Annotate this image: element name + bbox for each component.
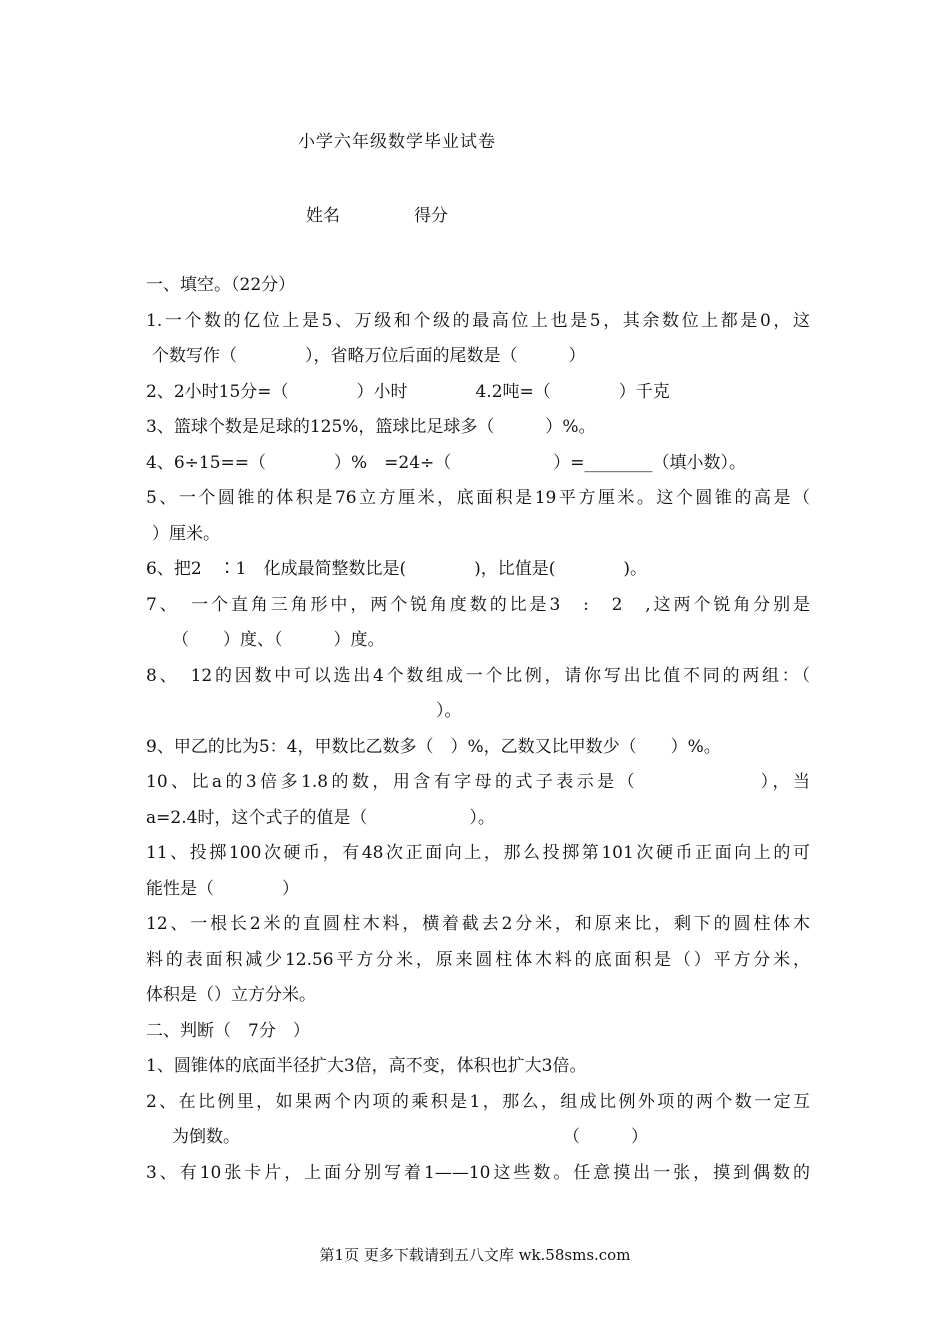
- section-heading-fill-blank: 一、填空。（22分）: [146, 275, 296, 295]
- question-line: 12、一根长2米的直圆柱木料，横着截去2分米，和原来比，剩下的圆柱体木: [146, 914, 810, 934]
- section-heading-true-false: 二、判断（ 7分 ）: [146, 1020, 310, 1041]
- page-title: 小学六年级数学毕业试卷: [298, 132, 496, 152]
- exam-content: [146, 268, 810, 1191]
- question-line: 3、有10张卡片，上面分别写着1——10这些数。任意摸出一张，摸到偶数的: [146, 1162, 810, 1183]
- question-line: 1.一个数的亿位上是5、万级和个级的最高位上也是5，其余数位上都是0，这: [146, 310, 810, 331]
- question-line: 9、甲乙的比为5：4，甲数比乙数多（ ）%，乙数又比甲数少（ ）%。: [146, 736, 721, 757]
- question-line: 2、2小时15分=（ ）小时 4.2吨=（ ）千克: [146, 381, 670, 402]
- question-line: 能性是（ ）: [146, 878, 299, 899]
- question-line: 1、圆锥体的底面半径扩大3倍，高不变，体积也扩大3倍。: [146, 1056, 587, 1076]
- question-line: 3、篮球个数是足球的125%，篮球比足球多（ ）%。: [146, 417, 596, 437]
- question-line: 个数写作（ ），省略万位后面的尾数是（ ）: [152, 346, 586, 366]
- question-line: 5、一个圆锥的体积是76立方厘米，底面积是19平方厘米。这个圆锥的高是（: [146, 488, 810, 508]
- score-label: 得分: [414, 206, 448, 226]
- question-line: a=2.4时，这个式子的值是（ ）。: [146, 807, 495, 828]
- name-label: 姓名: [306, 206, 340, 226]
- question-line: 10、比a的3倍多1.8的数，用含有字母的式子表示是（ ），当: [146, 772, 810, 792]
- page-footer: 第1页 更多下载请到五八文库 wk.58sms.com: [319, 1246, 631, 1264]
- question-line: 6、把2 ∶1 化成最简整数比是( )，比值是( )。: [146, 559, 647, 579]
- question-line: ）。: [436, 701, 462, 721]
- question-line: 8、 12的因数中可以选出4个数组成一个比例，请你写出比值不同的两组：（: [146, 665, 810, 686]
- question-line: （ ）度、（ ）度。: [172, 630, 385, 650]
- question-line: 2、在比例里，如果两个内项的乘积是1，那么，组成比例外项的两个数一定互: [146, 1091, 810, 1112]
- question-line: 为倒数。 （ ）: [172, 1127, 648, 1147]
- question-line: 体积是（）立方分米。: [146, 985, 316, 1005]
- question-line: 4、6÷15==（ ）% =24÷（ ）=________（填小数）。: [146, 452, 747, 473]
- question-line: ）厘米。: [152, 523, 220, 544]
- question-line: 11、投掷100次硬币，有48次正面向上，那么投掷第101次硬币正面向上的可: [146, 843, 810, 863]
- question-line: 7、 一个直角三角形中，两个锐角度数的比是3 : 2 ,这两个锐角分别是: [146, 594, 810, 615]
- question-line: 料的表面积减少12.56平方分米，原来圆柱体木料的底面积是（）平方分米，: [146, 949, 810, 970]
